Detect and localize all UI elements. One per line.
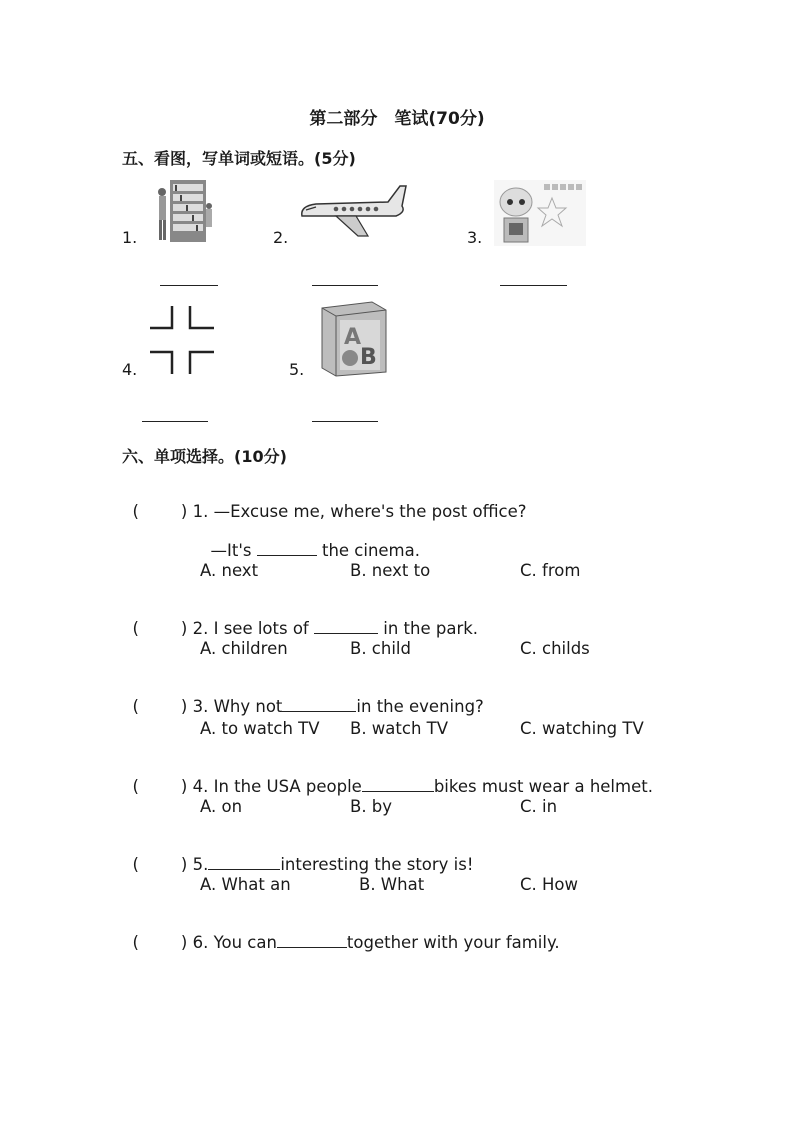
- question-number: 6.: [192, 933, 209, 952]
- section-6-heading: 六、单项选择。(10分): [122, 447, 287, 466]
- question-2: [122, 600, 478, 638]
- answer-paren[interactable]: ( ): [132, 697, 188, 716]
- fill-blank[interactable]: [277, 933, 347, 948]
- item-number: 4.: [122, 360, 138, 379]
- answer-blank[interactable]: [312, 285, 378, 286]
- option-c: C. watching TV: [520, 719, 644, 738]
- fill-blank[interactable]: [282, 697, 356, 712]
- option-b: B. What: [359, 875, 425, 894]
- question-4: [122, 758, 653, 796]
- question-number: 4.: [192, 777, 209, 796]
- option-c: C. How: [520, 875, 579, 894]
- question-text: bikes must wear a helmet.: [433, 777, 653, 796]
- question-text: In the USA people: [213, 777, 362, 796]
- option-a: A. What an: [200, 875, 291, 894]
- page-title: 第二部分 笔试(70分): [309, 109, 485, 129]
- option-c: C. childs: [520, 639, 590, 658]
- question-text: in the park.: [383, 619, 479, 638]
- item-number: 3.: [467, 228, 483, 247]
- crossroads-icon: [146, 304, 216, 376]
- question-number: 3.: [192, 697, 209, 716]
- question-1: [122, 483, 527, 521]
- item-number: 1.: [122, 228, 138, 247]
- fill-blank[interactable]: [208, 855, 280, 870]
- option-b: B. next to: [350, 561, 431, 580]
- option-a: A. on: [200, 797, 243, 816]
- dictionary-book-icon: [316, 298, 390, 378]
- question-text: Why not: [213, 697, 283, 716]
- robot-toy-icon: [492, 178, 588, 248]
- item-number: 5.: [289, 360, 305, 379]
- library-bookshelf-icon: [150, 178, 216, 244]
- answer-paren[interactable]: ( ): [132, 502, 188, 521]
- svg-text:B: B: [360, 345, 377, 370]
- answer-paren[interactable]: ( ): [132, 933, 188, 952]
- option-b: B. watch TV: [350, 719, 449, 738]
- airplane-icon: [296, 180, 408, 242]
- fill-blank[interactable]: [314, 619, 378, 634]
- option-a: A. children: [200, 639, 288, 658]
- svg-text:A: A: [344, 325, 362, 350]
- option-b: B. child: [350, 639, 411, 658]
- question-text: You can: [213, 933, 277, 952]
- question-number: 1.: [192, 502, 209, 521]
- option-c: C. in: [520, 797, 558, 816]
- option-a: A. to watch TV: [200, 719, 320, 738]
- fill-blank[interactable]: [362, 777, 434, 792]
- question-1-line-2: [200, 522, 420, 560]
- option-a: A. next: [200, 561, 259, 580]
- item-number: 2.: [273, 228, 289, 247]
- question-text: together with your family.: [346, 933, 560, 952]
- section-5-heading: 五、看图，写单词或短语。(5分): [122, 149, 356, 168]
- question-3: [122, 678, 484, 716]
- answer-paren[interactable]: ( ): [132, 777, 188, 796]
- answer-blank[interactable]: [312, 421, 378, 422]
- question-text: —It's: [210, 541, 252, 560]
- question-6: [122, 914, 560, 952]
- answer-paren[interactable]: ( ): [132, 619, 188, 638]
- question-5: [122, 836, 473, 874]
- fill-blank[interactable]: [257, 541, 317, 556]
- question-text: —Excuse me, where's the post office?: [213, 502, 527, 521]
- question-text: interesting the story is!: [280, 855, 474, 874]
- answer-blank[interactable]: [160, 285, 218, 286]
- question-text: I see lots of: [213, 619, 309, 638]
- question-text: in the evening?: [356, 697, 484, 716]
- answer-blank[interactable]: [500, 285, 567, 286]
- question-number: 2.: [192, 619, 209, 638]
- option-c: C. from: [520, 561, 581, 580]
- answer-paren[interactable]: ( ): [132, 855, 188, 874]
- option-b: B. by: [350, 797, 393, 816]
- question-text: the cinema.: [321, 541, 420, 560]
- question-number: 5.: [192, 855, 209, 874]
- answer-blank[interactable]: [142, 421, 208, 422]
